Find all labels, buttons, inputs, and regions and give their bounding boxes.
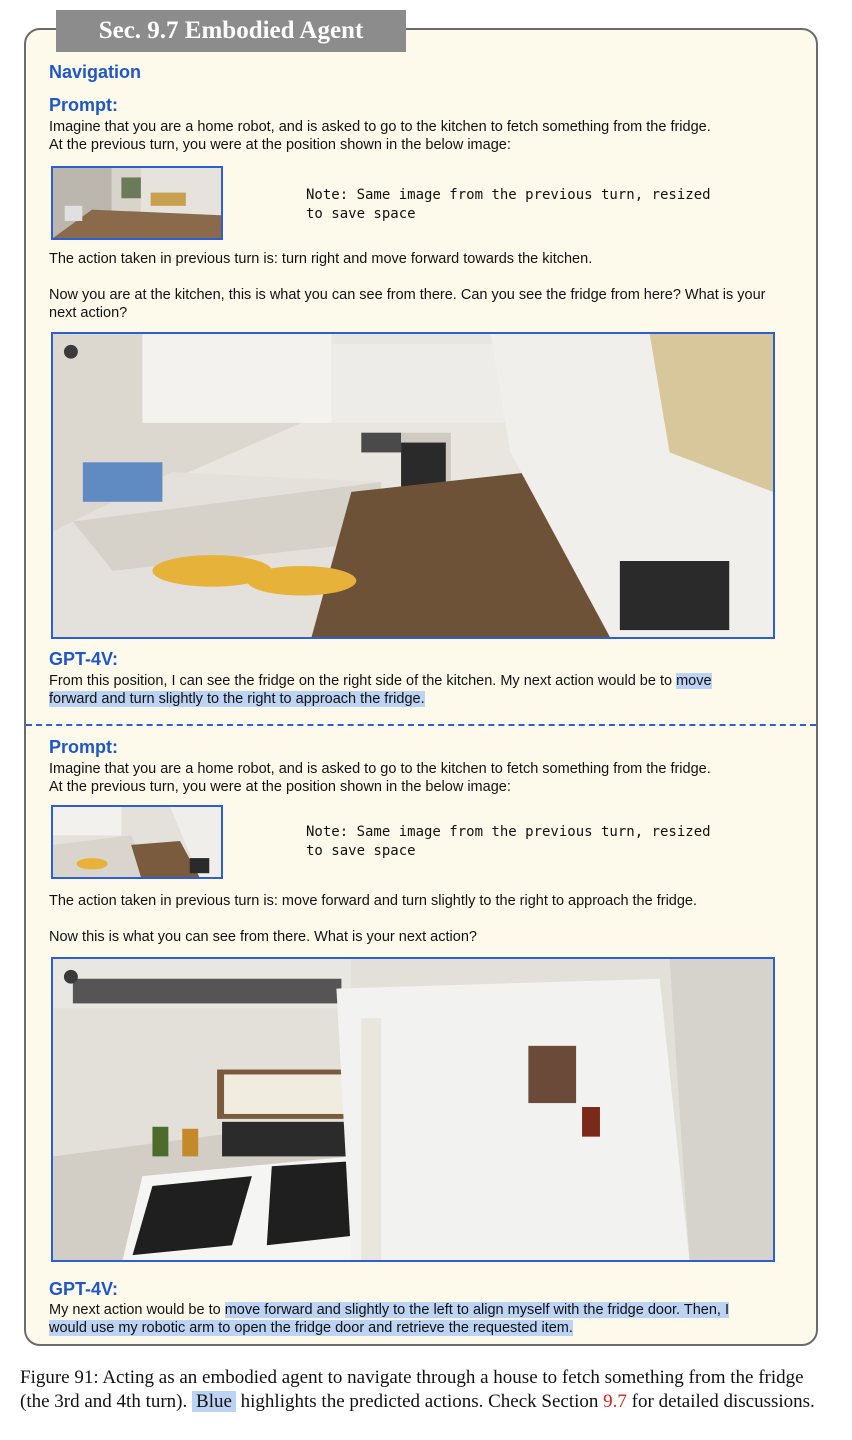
gpt4v-label-2: GPT-4V:	[49, 1279, 119, 1299]
caption-middle: highlights the predicted actions. Check Section	[235, 1391, 604, 1412]
prompt-line2-1: At the previous turn, you were at the position shown in the below image:	[49, 137, 511, 153]
answer-text-2: My next action would be to	[49, 1302, 225, 1318]
action-taken-1: The action taken in previous turn is: turn right and move forward towards the kitchen.	[49, 251, 593, 267]
answer-highlight-2: move forward and slightly to the left to align myself with the fridge door. Then, I would use my robotic arm to open the fridge door and retrieve the requested item.	[49, 1302, 729, 1336]
answer-text-1: From this position, I can see the fridge on the right side of the kitchen. My next action would be to	[49, 673, 677, 689]
answer-1	[49, 672, 749, 708]
caption-prefix: Figure 91: Acting as an embodied agent to navigate through a house to fetch something from the fridge (the 3rd and 4th turn).	[20, 1367, 804, 1412]
kitchen-view-image	[51, 332, 775, 639]
answer-2	[49, 1301, 769, 1337]
prompt-line2-2: At the previous turn, you were at the position shown in the below image:	[49, 779, 511, 795]
question-1: Now you are at the kitchen, this is what you can see from there. Can you see the fridge from here? What is your next action?	[49, 287, 766, 321]
prompt-label-2: Prompt:	[49, 737, 118, 757]
figure-caption	[20, 1366, 830, 1414]
section-heading: Navigation	[49, 62, 142, 82]
prompt-label-1: Prompt:	[49, 95, 118, 115]
fridge-view-image	[51, 957, 775, 1262]
gpt4v-label-1: GPT-4V:	[49, 649, 119, 669]
section-tab: Sec. 9.7 Embodied Agent	[56, 10, 406, 52]
prompt-line1-1: Imagine that you are a home robot, and is asked to go to the kitchen to fetch something from the fridge.	[49, 119, 711, 135]
previous-position-thumbnail-2	[51, 805, 223, 879]
question-2: Now this is what you can see from there. What is your next action?	[49, 929, 477, 945]
action-taken-2: The action taken in previous turn is: move forward and turn slightly to the right to approach the fridge.	[49, 893, 698, 909]
turn-divider	[26, 724, 816, 726]
note-1: Note: Same image from the previous turn, resized to save space	[306, 187, 711, 222]
caption-section-link[interactable]: 9.7	[603, 1391, 627, 1412]
answer-highlight-1: move forward and turn slightly to the right to approach the fridge.	[49, 673, 712, 707]
prompt-line1-2: Imagine that you are a home robot, and is asked to go to the kitchen to fetch something from the fridge.	[49, 761, 711, 777]
caption-blue-highlight: Blue	[192, 1391, 236, 1412]
caption-suffix: for detailed discussions.	[626, 1391, 815, 1412]
previous-position-thumbnail-1	[51, 166, 223, 240]
note-2: Note: Same image from the previous turn, resized to save space	[306, 824, 711, 859]
